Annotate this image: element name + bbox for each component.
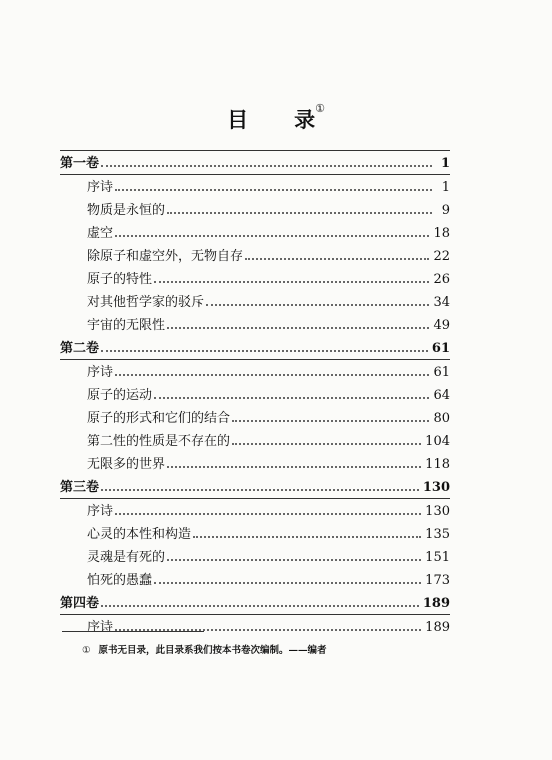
toc-entry-page: 34 [433,295,450,310]
dot-leader [167,559,421,561]
toc-entry [60,221,450,244]
toc-entry-page: 104 [425,434,450,449]
toc-entry-label: 第四卷 [60,596,100,611]
footnote-reference-mark: ① [315,102,325,115]
toc-entry [60,313,450,336]
toc-entry [60,452,450,475]
dot-leader [193,536,421,538]
toc-entry-page: 151 [425,550,450,565]
toc-entry-page: 61 [433,365,450,380]
toc-volume-entry [60,475,450,499]
toc-entry [60,198,450,221]
toc-volume-entry [60,336,450,360]
toc-entry-label: 原子的形式和它们的结合 [87,411,231,426]
toc-entry-page: 189 [425,620,450,635]
dot-leader [115,513,421,515]
dot-leader [154,281,429,283]
toc-entry-page: 80 [433,411,450,426]
footnote-mark: ① [82,645,91,656]
toc-entry-page: 135 [425,527,450,542]
toc-entry-page: 173 [425,573,450,588]
dot-leader [154,582,421,584]
dot-leader [115,189,432,191]
footnote-divider [62,631,204,632]
toc-entry-label: 第三卷 [60,480,100,495]
title-char-1: 目 [227,107,249,132]
toc-entry [60,175,450,198]
footnote-text: 原书无目录，此目录系我们按本书卷次编制。——编者 [98,645,327,656]
dot-leader [232,443,421,445]
toc-entry [60,267,450,290]
toc-entry-label: 虚空 [87,226,114,241]
dot-leader [206,304,429,306]
dot-leader [167,212,432,214]
toc-entry [60,360,450,383]
toc-entry-label: 原子的特性 [87,272,153,287]
dot-leader [115,374,429,376]
toc-volume-entry [60,150,450,175]
dot-leader [154,397,429,399]
toc-entry [60,615,450,638]
toc-entry-page: 61 [431,341,450,356]
toc-entry-page: 64 [433,388,450,403]
title-char-2 [294,104,325,134]
toc-entry [60,244,450,267]
toc-volume-entry [60,591,450,615]
dot-leader [167,327,429,329]
toc-entry-page: 130 [425,504,450,519]
toc-entry-page: 49 [433,318,450,333]
toc-entry-label: 序诗 [87,365,114,380]
toc-entry-label: 第二卷 [60,341,100,356]
toc-entry-page: 118 [425,457,450,472]
toc-entry [60,522,450,545]
toc-entry [60,383,450,406]
toc-entry [60,429,450,452]
toc-entry-label: 对其他哲学家的驳斥 [87,295,205,310]
title-char-2-text: 录 [294,107,316,132]
toc-entry-page: 18 [433,226,450,241]
toc-entry-page: 189 [422,596,450,611]
toc-entry [60,290,450,313]
toc-entry-label: 除原子和虚空外，无物自存 [87,249,244,264]
toc-entry [60,406,450,429]
dot-leader [167,466,421,468]
toc-entry-page: 130 [422,480,450,495]
toc-entry-label: 序诗 [87,620,114,635]
dot-leader [115,235,429,237]
dot-leader [232,420,429,422]
toc-entry-label: 灵魂是有死的 [87,550,166,565]
toc-entry-label: 无限多的世界 [87,457,166,472]
toc-entry [60,568,450,591]
toc-entry-label: 序诗 [87,180,114,195]
page-title [0,104,552,134]
toc-entry-page: 22 [433,249,450,264]
toc-entry [60,545,450,568]
toc-entry-label: 物质是永恒的 [87,203,166,218]
dot-leader [101,350,428,352]
toc-entry-page: 9 [441,203,450,218]
dot-leader [101,489,419,491]
dot-leader [245,258,429,260]
dot-leader [101,605,419,607]
table-of-contents [60,150,450,638]
toc-entry-label: 第二性的性质是不存在的 [87,434,231,449]
toc-entry-page: 26 [433,272,450,287]
dot-leader [101,165,432,167]
toc-entry-label: 原子的运动 [87,388,153,403]
toc-entry [60,499,450,522]
toc-entry-label: 第一卷 [60,156,100,171]
toc-entry-label: 宇宙的无限性 [87,318,166,333]
toc-entry-label: 怕死的愚蠢 [87,573,153,588]
toc-entry-label: 心灵的本性和构造 [87,527,192,542]
footnote [82,642,327,656]
toc-entry-page: 1 [440,156,450,171]
toc-entry-page: 1 [441,180,450,195]
toc-entry-label: 序诗 [87,504,114,519]
